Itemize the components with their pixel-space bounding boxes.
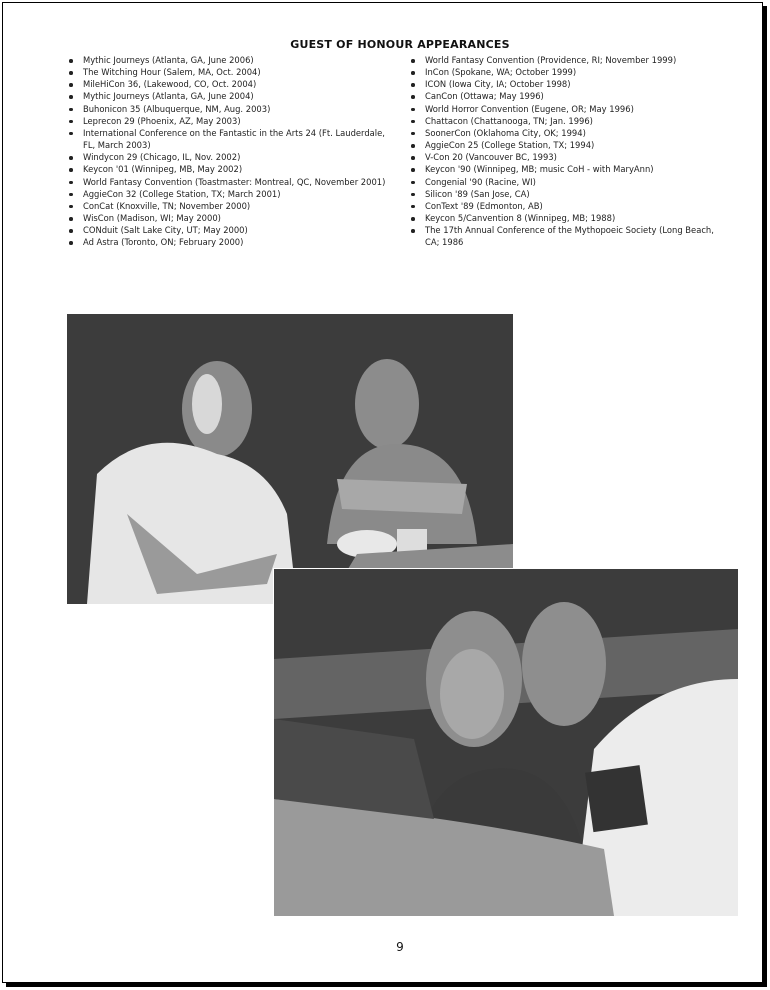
list-item: AggieCon 32 (College Station, TX; March 2001) [66,188,396,200]
list-item: Leprecon 29 (Phoenix, AZ, May 2003) [66,115,396,127]
list-item: AggieCon 25 (College Station, TX; 1994) [408,139,728,151]
photo-two-men-smiling [273,568,738,916]
list-item: Keycon '01 (Winnipeg, MB, May 2002) [66,163,396,175]
list-item: The 17th Annual Conference of the Mythopoeic Society (Long Beach, CA; 1986 [408,224,728,248]
list-item: Mythic Journeys (Atlanta, GA, June 2006) [66,54,396,66]
list-item: InCon (Spokane, WA; October 1999) [408,66,728,78]
section-title: GUEST OF HONOUR APPEARANCES [290,38,510,51]
list-item: Windycon 29 (Chicago, IL, Nov. 2002) [66,151,396,163]
list-item: International Conference on the Fantastic in the Arts 24 (Ft. Lauderdale, FL, March 2003) [66,127,396,151]
list-item: CONduit (Salt Lake City, UT; May 2000) [66,224,396,236]
list-item: Mythic Journeys (Atlanta, GA, June 2004) [66,90,396,102]
list-item: V-Con 20 (Vancouver BC, 1993) [408,151,728,163]
list-item: Buhonicon 35 (Albuquerque, NM, Aug. 2003) [66,103,396,115]
list-item: Congenial '90 (Racine, WI) [408,176,728,188]
list-item: WisCon (Madison, WI; May 2000) [66,212,396,224]
appearances-list-left [66,54,396,249]
list-item: ConCat (Knoxville, TN; November 2000) [66,200,396,212]
appearances-list-right [408,54,728,249]
list-item: ICON (Iowa City, IA; October 1998) [408,78,728,90]
list-item: Ad Astra (Toronto, ON; February 2000) [66,236,396,248]
list-item: Silicon '89 (San Jose, CA) [408,188,728,200]
list-item: MileHiCon 36, (Lakewood, CO, Oct. 2004) [66,78,396,90]
list-item: SoonerCon (Oklahoma City, OK; 1994) [408,127,728,139]
photo-two-men-at-table [67,314,513,604]
list-item: Keycon 5/Canvention 8 (Winnipeg, MB; 1988) [408,212,728,224]
list-item: CanCon (Ottawa; May 1996) [408,90,728,102]
list-item: World Fantasy Convention (Toastmaster: Montreal, QC, November 2001) [66,176,396,188]
list-item: World Fantasy Convention (Providence, RI; November 1999) [408,54,728,66]
list-item: The Witching Hour (Salem, MA, Oct. 2004) [66,66,396,78]
page-number: 9 [396,940,404,954]
list-item: Keycon '90 (Winnipeg, MB; music CoH - with MaryAnn) [408,163,728,175]
list-item: Chattacon (Chattanooga, TN; Jan. 1996) [408,115,728,127]
list-item: ConText '89 (Edmonton, AB) [408,200,728,212]
list-item: World Horror Convention (Eugene, OR; May 1996) [408,103,728,115]
